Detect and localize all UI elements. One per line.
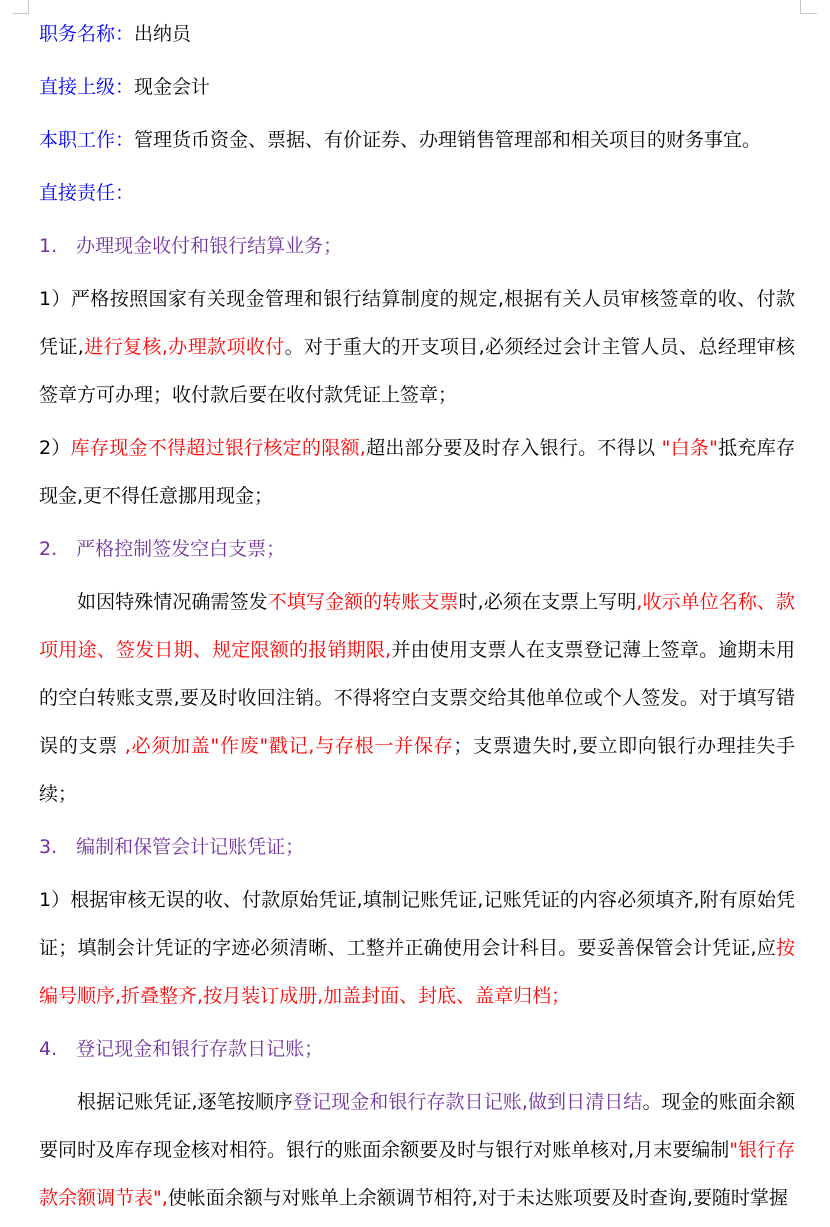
emphasis-run: 不填写金额的转账支票 <box>267 591 459 613</box>
emphasis-run: ,必须加盖"作废"戳记,与存根一并保存 <box>124 735 454 757</box>
field-value: 现金会计 <box>134 76 211 98</box>
field-value: 管理货币资金、票据、有价证券、办理销售管理部和相关项目的财务事宜。 <box>134 129 762 151</box>
heading-run: 1. 办理现金收付和银行结算业务； <box>39 235 343 257</box>
section-1-item-2 <box>39 424 795 520</box>
document-content <box>39 10 795 1227</box>
section-3-heading <box>39 823 795 871</box>
field-label: 本职工作： <box>39 129 135 151</box>
body-run: 超出部分要及时存入银行。不得以 <box>365 437 662 459</box>
body-run: 抵充库存现金,更不得任意挪用现金； <box>39 437 795 507</box>
body-run: 并由使用支票人在支票登记薄上签章。逾期未用的空白转账支票,要及时收回注销。不得将空白支票交给其他单位或个人签发。对于填写错误的支票 <box>39 639 795 757</box>
field-label: 直接上级： <box>39 76 135 98</box>
field-direct-superior <box>39 63 795 111</box>
field-label: 职务名称： <box>39 23 135 45</box>
body-run: ；支票遗失时,要立即向银行办理挂失手续； <box>39 735 795 805</box>
field-direct-responsibility <box>39 169 795 217</box>
section-3-item-1 <box>39 876 795 1020</box>
body-run: 时,必须在支票上写明 <box>458 591 637 613</box>
section-2-heading <box>39 525 795 573</box>
section-2-paragraph <box>39 578 795 818</box>
field-job-title <box>39 10 795 58</box>
body-run: 。现金的账面余额要同时及库存现金核对相符。银行的账面余额要及时与银行对账单核对,月末要编制 <box>39 1091 795 1161</box>
field-label: 直接责任： <box>39 182 135 204</box>
body-run: 1）严格按照国家有关现金管理和银行结算制度的规定,根据有关人员审核签章的收、付款凭证, <box>39 288 795 358</box>
body-run: 1）根据审核无误的收、付款原始凭证,填制记账凭证,记账凭证的内容必须填齐,附有原始凭证；填制会计凭证的字迹必须清晰、工整并正确使用会计科目。要妥善保管会计凭证,应 <box>39 889 795 959</box>
section-1-item-1 <box>39 275 795 419</box>
section-4-heading <box>39 1025 795 1073</box>
emphasis-run: "银行存款余额调节表", <box>39 1139 795 1209</box>
body-run: 使帐面余额与对账单上余额调节相符,对于未达账项要及时查询,要随时掌握 <box>167 1187 788 1209</box>
body-run: 2） <box>39 437 71 459</box>
field-value: 出纳员 <box>134 23 192 45</box>
section-1-heading <box>39 222 795 270</box>
purple-run: 登记现金和银行存款日记账,做到日清日结 <box>292 1091 643 1113</box>
heading-run: 2. 严格控制签发空白支票； <box>39 538 286 560</box>
crop-mark-top-right <box>800 0 817 14</box>
emphasis-run: 进行复核,办理款项收付 <box>83 336 285 358</box>
emphasis-run: 按编号顺序,折叠整齐,按月装订成册,加盖封面、封底、盖章归档； <box>39 937 795 1007</box>
emphasis-run: 库存现金不得超过银行核定的限额, <box>70 437 366 459</box>
body-run: 。对于重大的开支项目,必须经过会计主管人员、总经理审核签章方可办理；收付款后要在收付款凭证上签章； <box>39 336 796 406</box>
heading-run: 4. 登记现金和银行存款日记账； <box>39 1038 324 1060</box>
crop-mark-top-left <box>13 0 29 14</box>
heading-run: 3. 编制和保管会计记账凭证； <box>39 836 305 858</box>
emphasis-run: "白条" <box>661 437 718 459</box>
field-main-duty <box>39 116 795 164</box>
body-run: 如因特殊情况确需签发 <box>77 591 268 613</box>
emphasis-run: ,收示单位名称、款项用途、签发日期、规定限额的报销期限, <box>39 591 795 661</box>
section-4-paragraph <box>39 1078 795 1222</box>
body-run: 根据记账凭证,逐笔按顺序 <box>77 1091 293 1113</box>
